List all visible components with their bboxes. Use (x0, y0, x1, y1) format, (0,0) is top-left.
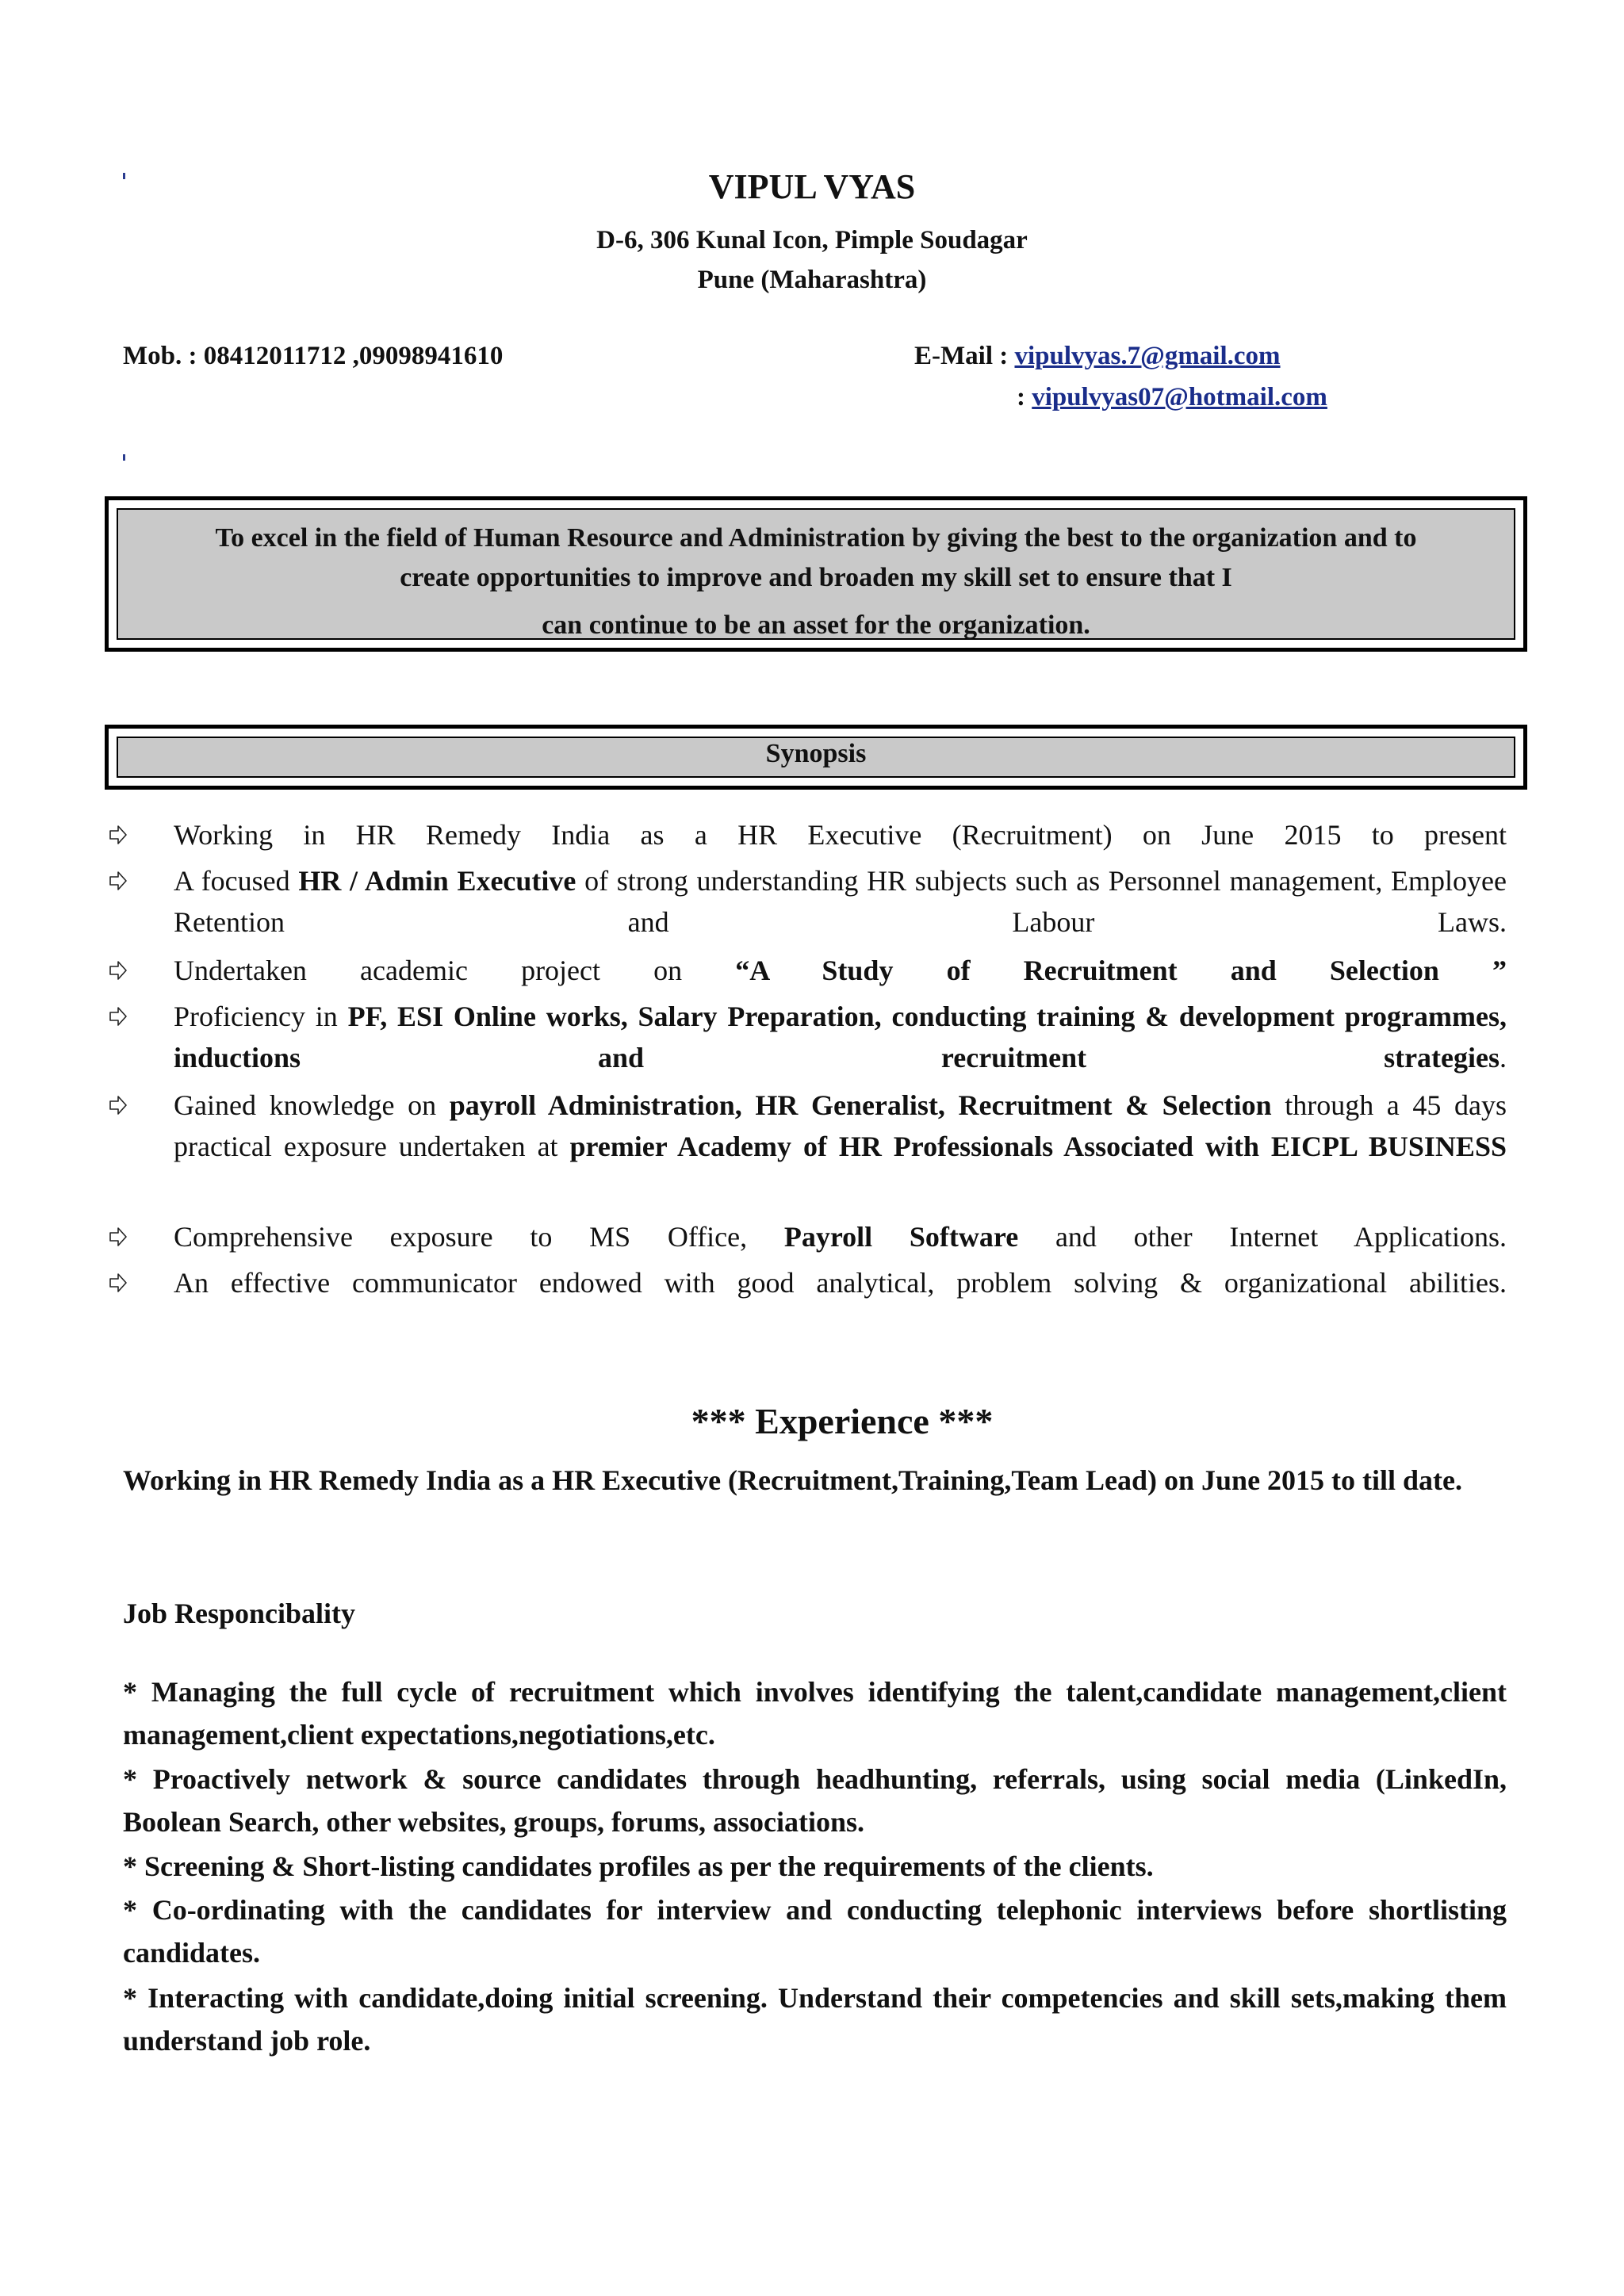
bold-text-run: Payroll Software (783, 1221, 1019, 1253)
arrow-bullet-icon (109, 950, 128, 991)
responsibility-item: * Screening & Short-listing candidates profiles as per the requirements of the clients. (123, 1850, 1154, 1882)
email-prefix: : (1017, 383, 1025, 411)
text-run: Comprehensive exposure to MS Office, (174, 1221, 784, 1253)
responsibility-item: * Co-ordinating with the candidates for interview and conducting telephonic interviews before shortlisting candidates. (123, 1894, 1507, 1969)
email-link-hotmail[interactable]: vipulvyas07@hotmail.com (1032, 383, 1327, 411)
bold-text-run: PF, ESI Online works, Salary Preparation, conducting training & development programmes, inductions and recruitment strategies (174, 1001, 1507, 1073)
mobile-number: Mob. : 08412011712 ,09098941610 (123, 342, 504, 370)
arrow-bullet-icon (109, 996, 128, 1037)
arrow-bullet-icon (109, 860, 128, 901)
objective-panel (117, 508, 1515, 640)
synopsis-header-panel (117, 737, 1515, 778)
synopsis-item (123, 1085, 1507, 1208)
email-label: E-Mail : (914, 342, 1009, 370)
text-run: . (1500, 1042, 1507, 1073)
text-run: through a 45 days practical exposure undertaken at (174, 1089, 1507, 1162)
job-responsibility-heading: Job Responcibality (123, 1598, 356, 1629)
arrow-bullet-icon (109, 1085, 128, 1126)
objective-line-2: create opportunities to improve and broaden my skill set to ensure that I (400, 563, 1232, 592)
section-title-synopsis: Synopsis (765, 739, 867, 768)
email-link-gmail[interactable]: vipulvyas.7@gmail.com (1014, 342, 1281, 370)
arrow-bullet-icon (109, 1262, 128, 1303)
responsibility-item: * Proactively network & source candidates through headhunting, referrals, using social media (LinkedIn, Boolean Search, other websites, groups, forums, associations. (123, 1763, 1507, 1838)
synopsis-item-text (123, 1085, 1507, 1208)
synopsis-item-text (123, 1262, 1507, 1345)
email-row-2 (1017, 381, 1327, 413)
experience-role: Working in HR Remedy India as a HR Executive (Recruitment,Training,Team Lead) on June 2015 to till date. (123, 1464, 1463, 1496)
decorative-mark (123, 454, 125, 461)
candidate-name: VIPUL VYAS (708, 167, 916, 206)
text-run: of strong understanding HR subjects such as Personnel management, Employee Retention and Labour Laws. (174, 865, 1507, 938)
text-run: Undertaken academic project on (174, 955, 736, 986)
objective-line-1: To excel in the field of Human Resource and Administration by giving the best to the organization and to (215, 523, 1417, 553)
synopsis-header-box (105, 725, 1527, 790)
section-title-experience: *** Experience *** (691, 1401, 994, 1441)
address-line-2: Pune (Maharashtra) (697, 266, 927, 294)
objective-line-3: can continue to be an asset for the organization. (542, 610, 1090, 640)
arrow-bullet-icon (109, 1216, 128, 1257)
text-run: An effective communicator endowed with good analytical, problem solving & organizational abilities. (174, 1267, 1507, 1299)
bold-text-run: premier Academy of HR Professionals Associated with EICPL BUSINESS (569, 1131, 1507, 1162)
responsibility-item: * Interacting with candidate,doing initial screening. Understand their competencies and skill sets,making them understand job role. (123, 1982, 1507, 2057)
responsibility-item: * Managing the full cycle of recruitment which involves identifying the talent,candidate management,client management,client expectations,negotiations,etc. (123, 1676, 1507, 1751)
text-run: A focused (174, 865, 299, 897)
text-run: Working in HR Remedy India as a HR Executive (Recruitment) on June 2015 to present (174, 819, 1507, 851)
text-run: Proficiency in (174, 1001, 348, 1032)
synopsis-item (123, 1262, 1507, 1345)
text-run: Gained knowledge on (174, 1089, 450, 1121)
objective-box (105, 496, 1527, 652)
address-line-1: D-6, 306 Kunal Icon, Pimple Soudagar (596, 226, 1028, 254)
arrow-bullet-icon (109, 814, 128, 855)
email-row-1 (914, 340, 1281, 372)
text-run: and other Internet Applications. (1018, 1221, 1507, 1253)
bold-text-run: “A Study of Recruitment and Selection ” (735, 955, 1507, 986)
bold-text-run: HR / Admin Executive (298, 865, 576, 897)
bold-text-run: payroll Administration, HR Generalist, Recruitment & Selection (449, 1089, 1272, 1121)
